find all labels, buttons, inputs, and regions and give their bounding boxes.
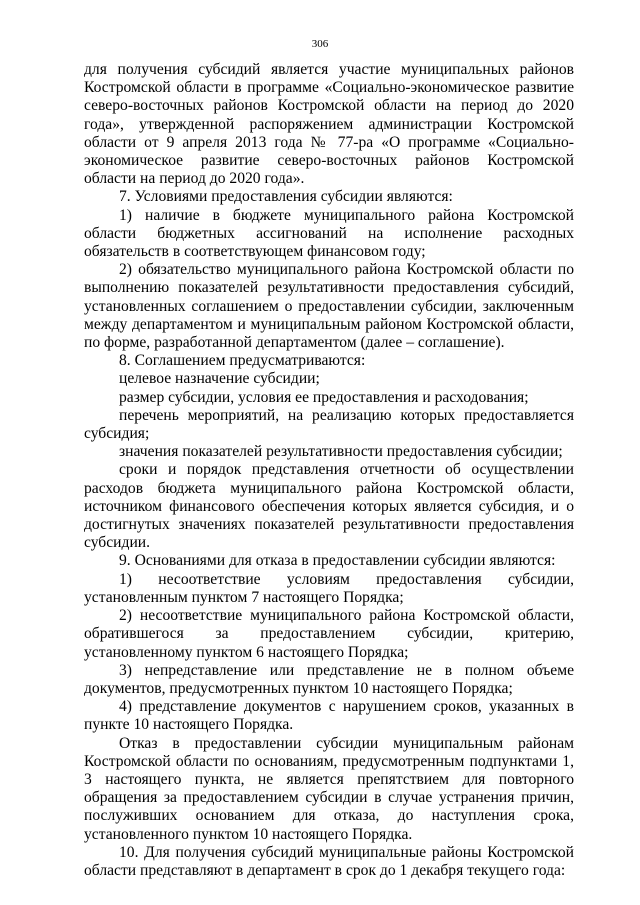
paragraph-item-8-purpose: целевое назначение субсидии; bbox=[119, 370, 320, 388]
paragraph-item-8-heading: 8. Соглашением предусматриваются: bbox=[119, 352, 366, 370]
paragraph-item-9-3: 3) непредставление или представление не в полном объеме документов, предусмотренных пунктом 10 настоящего Порядка; bbox=[84, 661, 574, 697]
page-number: 306 bbox=[311, 38, 329, 50]
paragraph-item-7-heading: 7. Условиями предоставления субсидии являются: bbox=[119, 188, 453, 206]
paragraph-item-8-reporting: сроки и порядок представления отчетности об осуществлении расходов бюджета муниципального района Костромской области, источником финансового обеспечения которых является субсидия, и о достигнутых значениях показателей результативности предоставления субсидии. bbox=[84, 461, 574, 552]
paragraph-item-7-1: 1) наличие в бюджете муниципального района Костромской области бюджетных ассигнований на исполнение расходных обязательств в соответствующем финансовом году; bbox=[84, 206, 574, 261]
paragraph-item-8-measures: перечень мероприятий, на реализацию которых предоставляется субсидия; bbox=[84, 406, 574, 443]
paragraph-item-9-heading: 9. Основаниями для отказа в предоставлении субсидии являются: bbox=[119, 552, 556, 570]
paragraph-item-8-size: размер субсидии, условия ее предоставления и расходования; bbox=[119, 388, 529, 406]
document-body bbox=[84, 61, 574, 880]
paragraph-item-9-1: 1) несоответствие условиям предоставления субсидии, установленным пунктом 7 настоящего Порядка; bbox=[84, 570, 574, 606]
paragraph-intro: для получения субсидий является участие муниципальных районов Костромской области в программе «Социально-экономическое развитие северо-восточных районов Костромской области на период до 2020 года», утвержденной распоряжением администрации Костромской области от 9 апреля 2013 года № 77-ра «О программе «Социально-экономическое развитие северо-восточных районов Костромской области на период до 2020 года». bbox=[84, 61, 574, 188]
paragraph-item-9-4: 4) представление документов с нарушением сроков, указанных в пункте 10 настоящего Порядка. bbox=[84, 698, 574, 734]
paragraph-item-10-heading: 10. Для получения субсидий муниципальные районы Костромской области представляют в департамент в срок до 1 декабря текущего года: bbox=[84, 843, 574, 879]
paragraph-item-9-2: 2) несоответствие муниципального района Костромской области, обратившегося за предоставлением субсидии, критерию, установленному пунктом 6 настоящего Порядка; bbox=[84, 607, 574, 661]
paragraph-refusal-note: Отказ в предоставлении субсидии муниципальным районам Костромской области по основаниям, предусмотренным подпунктами 1, 3 настоящего пункта, не является препятствием для повторного обращения за предоставлением субсидии в случае устранения причин, послуживших основанием для отказа, до наступления срока, установленного пунктом 10 настоящего Порядка. bbox=[84, 734, 574, 843]
paragraph-item-7-2: 2) обязательство муниципального района Костромской области по выполнению показателей результативности предоставления субсидий, установленных соглашением о предоставлении субсидии, заключенным между департаментом и муниципальным районом Костромской области, по форме, разработанной департаментом (далее – соглашение). bbox=[84, 261, 574, 352]
paragraph-item-8-indicators: значения показателей результативности предоставления субсидии; bbox=[119, 443, 563, 461]
